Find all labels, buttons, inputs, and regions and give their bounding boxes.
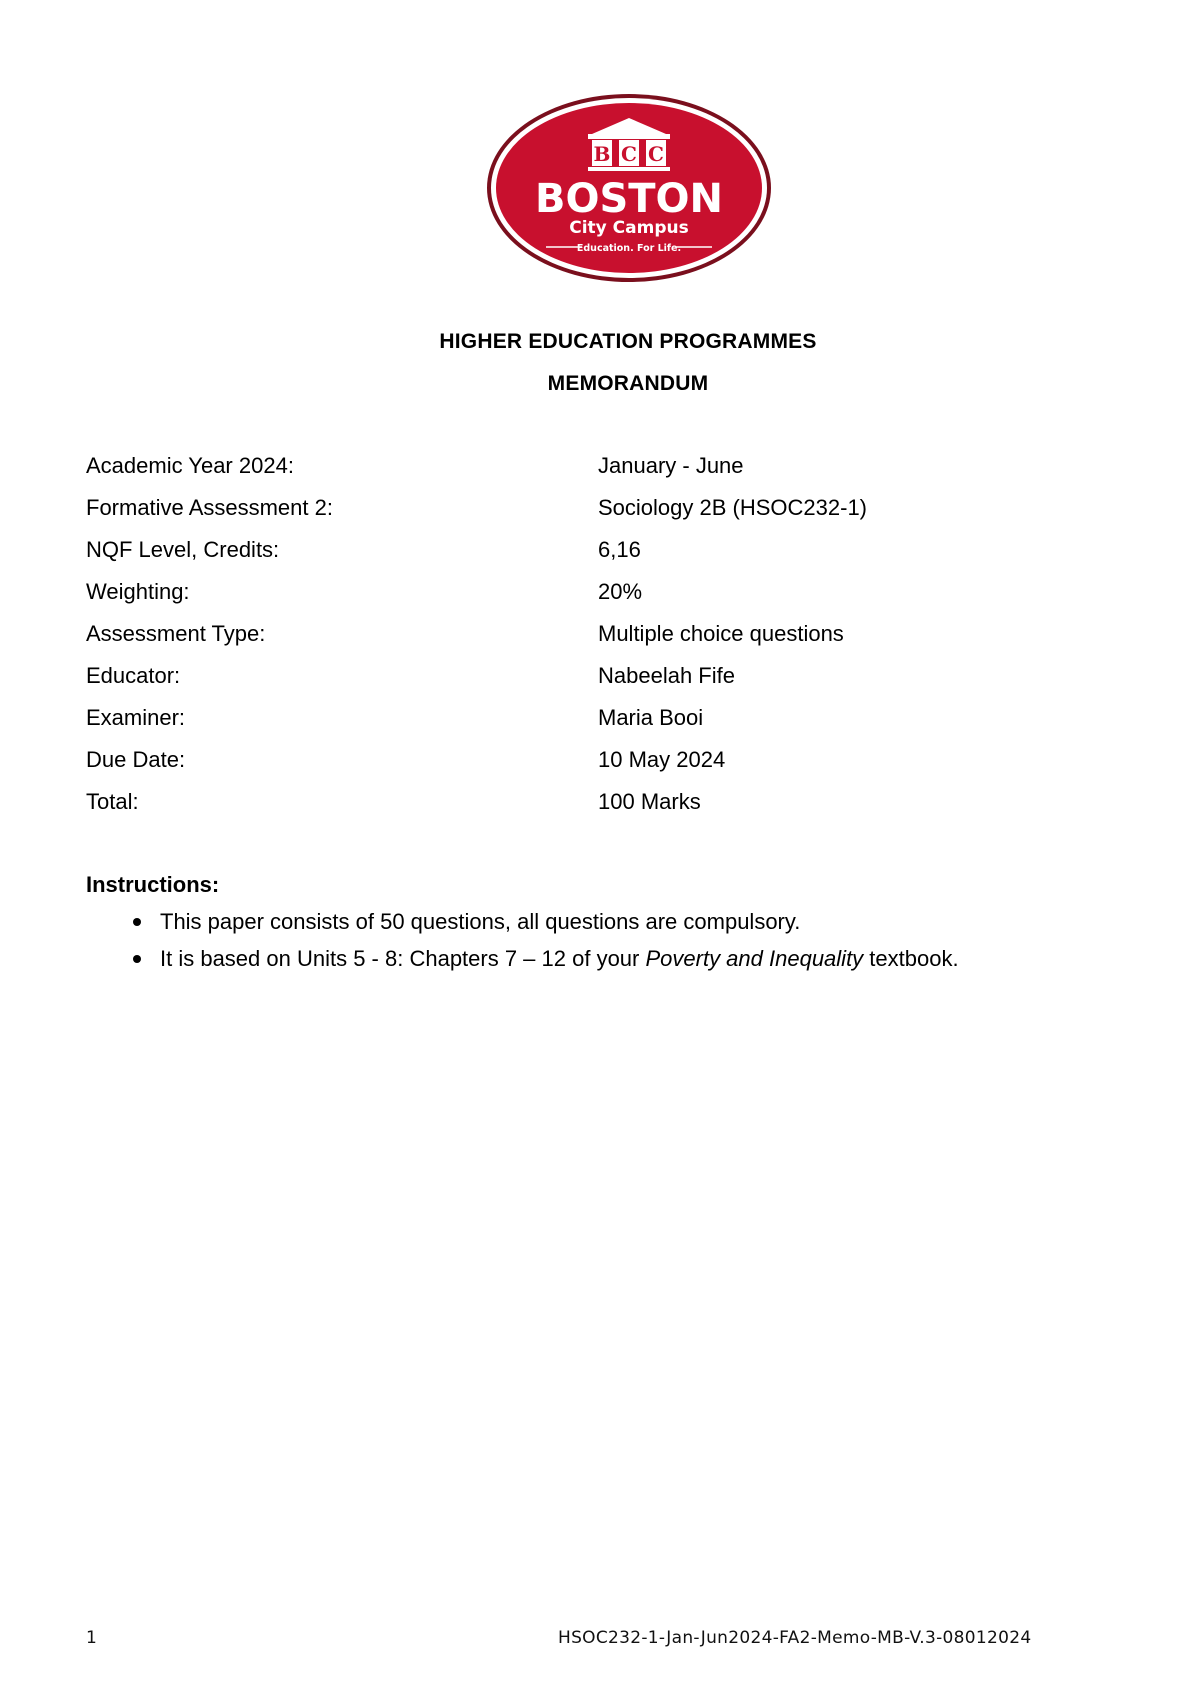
list-item — [86, 945, 1126, 982]
info-value: Maria Booi — [598, 705, 704, 730]
info-value: Multiple choice questions — [598, 621, 844, 646]
boston-city-campus-logo — [484, 90, 774, 286]
instruction-text-part: It is based on Units 5 - 8: Chapters 7 – 12 of your — [160, 946, 646, 971]
info-label: Assessment Type: — [86, 621, 266, 646]
info-label: Formative Assessment 2: — [86, 495, 333, 520]
info-value: 100 Marks — [598, 789, 701, 814]
info-value: Nabeelah Fife — [598, 663, 735, 688]
list-item — [86, 908, 1126, 945]
document-code: HSOC232-1-Jan-Jun2024-FA2-Memo-MB-V.3-08012024 — [558, 1628, 1032, 1648]
logo-subtitle: City Campus — [569, 218, 689, 238]
logo-monogram-b: B — [593, 142, 611, 166]
programme-heading: HIGHER EDUCATION PROGRAMMES — [439, 330, 817, 353]
info-row-assessment-type — [86, 620, 1086, 662]
logo-emblem — [484, 90, 774, 286]
info-label: Educator: — [86, 663, 181, 688]
logo-monogram-c2: C — [648, 142, 664, 166]
instructions-title: Instructions: — [86, 872, 220, 897]
info-label: Weighting: — [86, 579, 190, 604]
assessment-details — [86, 452, 1086, 830]
info-value: 6,16 — [598, 537, 641, 562]
info-value: 20% — [598, 579, 643, 604]
memorandum-heading: MEMORANDUM — [547, 372, 709, 395]
textbook-title: Poverty and Inequality — [645, 946, 864, 971]
instruction-text-part: textbook. — [863, 946, 959, 971]
info-label: Examiner: — [86, 705, 186, 730]
info-value: 10 May 2024 — [598, 747, 726, 772]
logo-name: BOSTON — [534, 176, 724, 222]
info-label: Total: — [86, 789, 139, 814]
instruction-text: This paper consists of 50 questions, all questions are compulsory. — [160, 909, 801, 934]
info-row-educator — [86, 662, 1086, 704]
bullet-icon — [86, 945, 160, 973]
instruction-text — [160, 945, 1126, 973]
instructions-list — [86, 908, 1126, 982]
info-row-nqf-level — [86, 536, 1086, 578]
info-label: Academic Year 2024: — [86, 453, 294, 478]
info-row-academic-year — [86, 452, 1086, 494]
info-row-due-date — [86, 746, 1086, 788]
info-row-formative-assessment — [86, 494, 1086, 536]
info-row-weighting — [86, 578, 1086, 620]
logo-tagline: Education. For Life. — [576, 243, 682, 254]
logo-monogram-c1: C — [621, 142, 637, 166]
info-row-total — [86, 788, 1086, 830]
info-row-examiner — [86, 704, 1086, 746]
page-number: 1 — [86, 1628, 97, 1648]
info-value: January - June — [598, 453, 744, 478]
info-value: Sociology 2B (HSOC232-1) — [598, 495, 868, 520]
info-label: Due Date: — [86, 747, 186, 772]
bullet-icon — [86, 908, 160, 936]
info-label: NQF Level, Credits: — [86, 537, 280, 562]
